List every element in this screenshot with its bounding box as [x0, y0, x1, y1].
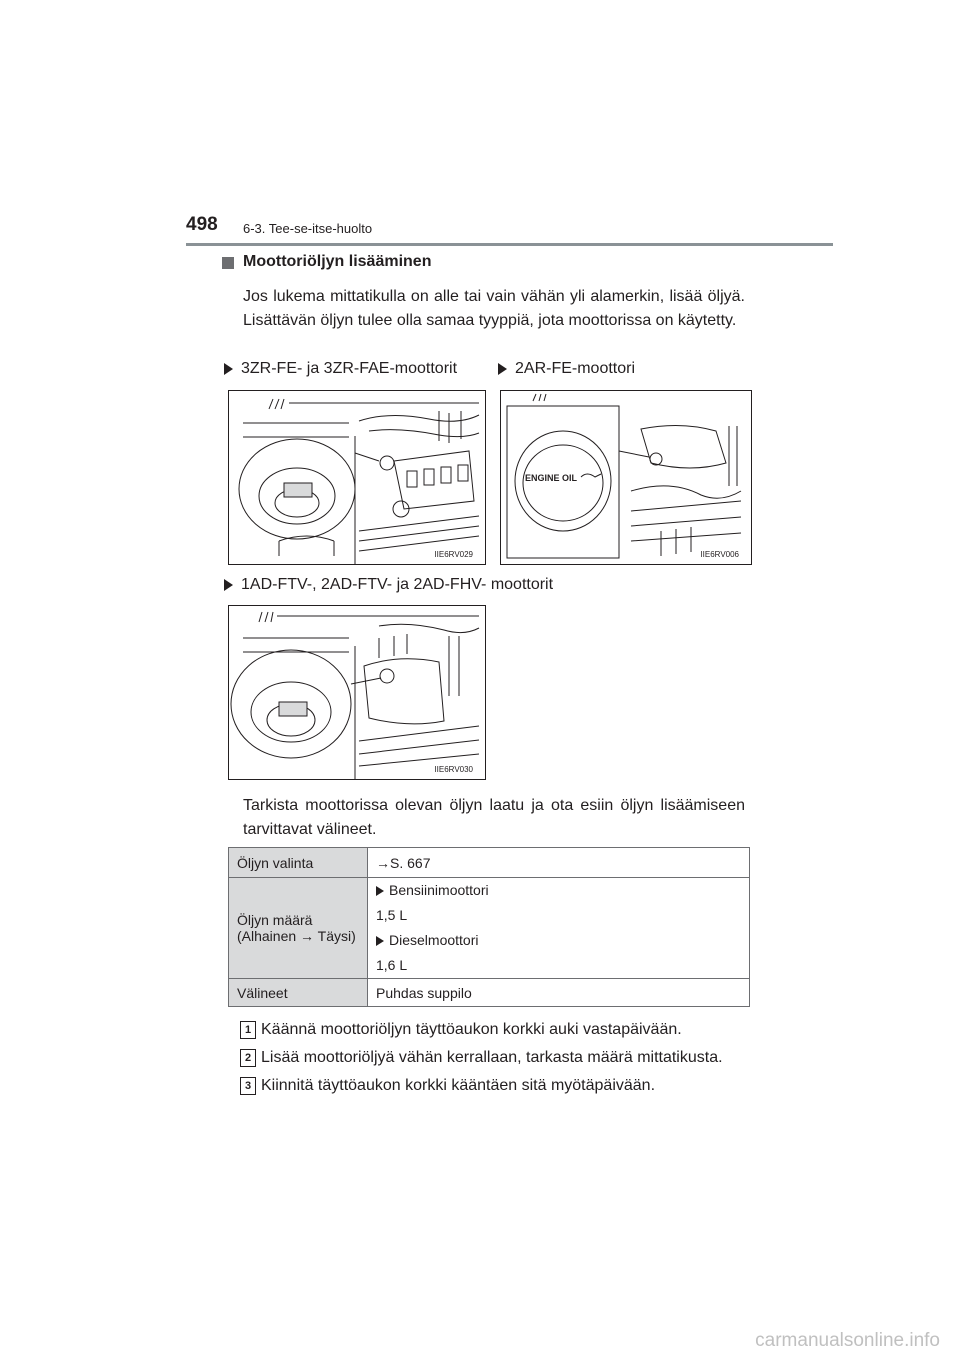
step-number: 1	[240, 1021, 256, 1039]
intro-paragraph: Jos lukema mittatikulla on alle tai vain vähän yli alamerkin, lisää öljyä. Lisättävän öljyn tulee olla samaa tyyppiä, jota moottorissa on käytetty.	[243, 288, 745, 329]
section-heading: Moottoriöljyn lisääminen	[243, 253, 432, 270]
figure-code: IIE6RV029	[434, 550, 473, 559]
step-number: 3	[240, 1077, 256, 1095]
engine-figure-2ar	[500, 390, 752, 565]
petrol-engine-label: Bensiinimoottori	[376, 878, 741, 903]
triangle-bullet-icon	[376, 936, 384, 946]
triangle-bullet-icon	[498, 363, 507, 375]
header-divider	[186, 243, 833, 246]
engine-variant-3-label: 1AD-FTV-, 2AD-FTV- ja 2AD-FHV- moottorit	[224, 576, 553, 594]
table-row	[229, 979, 750, 1007]
tools-label: Välineet	[229, 979, 368, 1007]
diesel-amount: 1,6 L	[376, 957, 408, 973]
diesel-engine-label: Dieselmoottori	[376, 928, 741, 953]
oil-spec-table	[228, 847, 750, 1007]
engine-figure-ad	[228, 605, 486, 780]
engine-variant-1-label: 3ZR-FE- ja 3ZR-FAE-moottorit	[224, 360, 457, 378]
triangle-bullet-icon	[224, 579, 233, 591]
table-row	[229, 878, 750, 979]
oil-choice-label: Öljyn valinta	[229, 848, 368, 878]
triangle-bullet-icon	[224, 363, 233, 375]
watermark: carmanualsonline.info	[755, 1330, 940, 1351]
step-3	[240, 1077, 655, 1095]
petrol-amount: 1,5 L	[376, 907, 408, 923]
figure-code: IIE6RV006	[700, 550, 739, 559]
figure-code: IIE6RV030	[434, 765, 473, 774]
oil-amount-values	[368, 878, 750, 979]
oil-choice-value: →S. 667	[368, 848, 750, 878]
triangle-bullet-icon	[376, 886, 384, 896]
step-text: Kiinnitä täyttöaukon korkki kääntäen sitä myötäpäivään.	[261, 1077, 656, 1094]
check-paragraph: Tarkista moottorissa olevan öljyn laatu ja ota esiin öljyn lisäämiseen tarvittavat välineet.	[243, 797, 745, 838]
cap-label-text: ENGINE OIL	[525, 473, 578, 483]
tools-value: Puhdas suppilo	[368, 979, 750, 1007]
oil-can-icon	[581, 474, 601, 477]
table-row	[229, 848, 750, 878]
engine-illustration	[229, 606, 485, 779]
section-title: 6-3. Tee-se-itse-huolto	[243, 221, 373, 236]
step-2	[240, 1049, 723, 1067]
engine-illustration	[229, 391, 485, 564]
engine-variant-2-label: 2AR-FE-moottori	[498, 360, 635, 378]
page-number: 498	[186, 214, 218, 235]
oil-cap-illustration	[501, 391, 751, 564]
step-number: 2	[240, 1049, 256, 1067]
step-text: Lisää moottoriöljyä vähän kerrallaan, tarkasta määrä mittatikusta.	[261, 1049, 723, 1066]
step-text: Käännä moottoriöljyn täyttöaukon korkki auki vastapäivään.	[261, 1021, 682, 1038]
oil-amount-label: Öljyn määrä (Alhainen → Täysi)	[229, 878, 368, 979]
step-1	[240, 1021, 682, 1039]
heading-square-icon	[222, 257, 234, 269]
engine-figure-3zr	[228, 390, 486, 565]
